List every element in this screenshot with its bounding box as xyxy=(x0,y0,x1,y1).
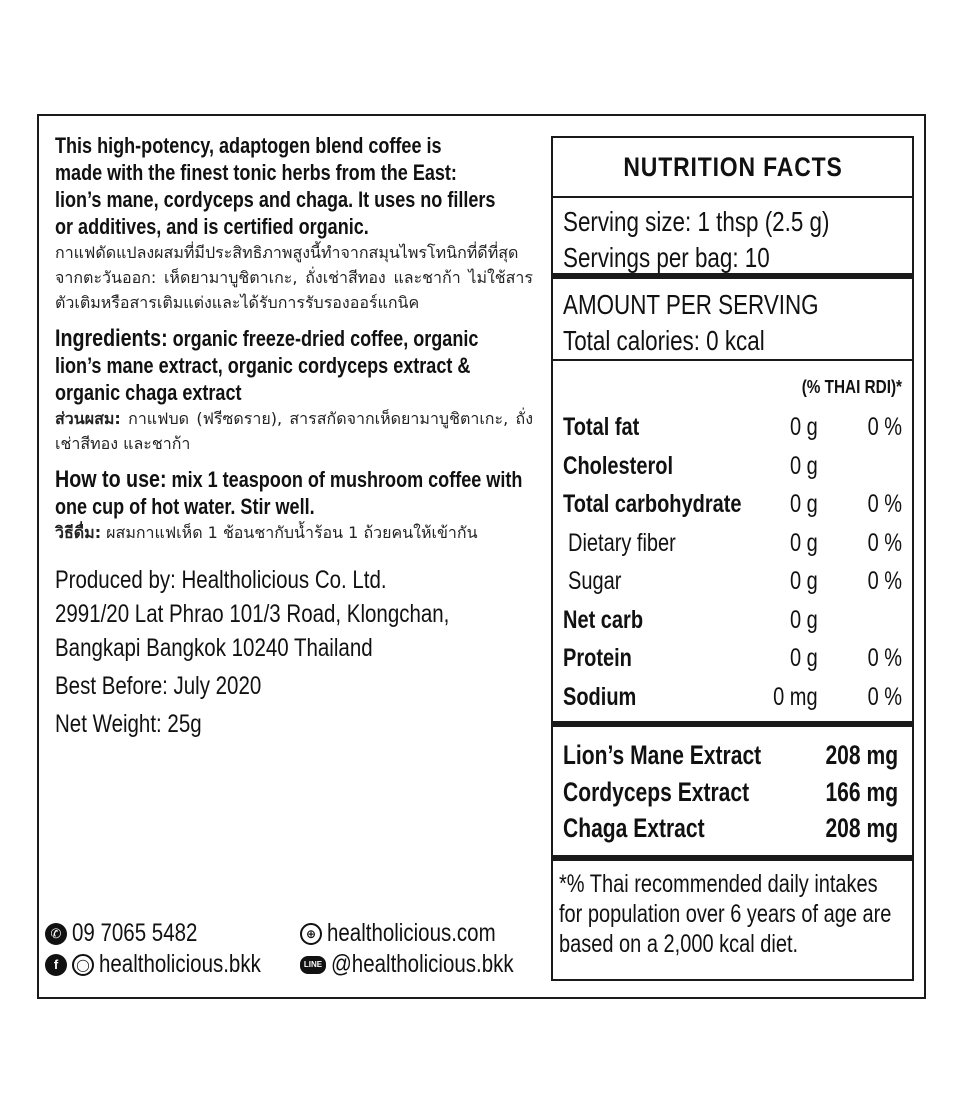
product-info-column xyxy=(55,132,533,741)
description-en xyxy=(55,132,533,240)
line-contact[interactable] xyxy=(300,949,554,980)
extract-name: Cordyceps Extract xyxy=(563,776,750,807)
best-before: Best Before: July 2020 xyxy=(55,672,262,700)
extract-name: Lion’s Mane Extract xyxy=(563,740,762,770)
description-line: This high-potency, adaptogen blend coffee is xyxy=(55,133,442,158)
nutrient-name: Dietary fiber xyxy=(568,528,676,557)
ingredients-line: organic chaga extract xyxy=(55,380,242,405)
nutrient-amount: 0 g xyxy=(790,567,818,595)
nutrient-amount: 0 g xyxy=(790,413,818,441)
ingredients-th xyxy=(55,406,533,456)
nutrient-name: Total carbohydrate xyxy=(563,490,742,518)
how-to-use-line: mix 1 teaspoon of mushroom coffee with xyxy=(166,467,523,492)
nutrient-name: Net carb xyxy=(563,605,644,634)
description-line: made with the finest tonic herbs from the East: xyxy=(55,160,457,185)
how-to-use-label: How to use: xyxy=(55,466,167,493)
nutrient-row xyxy=(553,600,912,639)
ingredients-line: organic freeze-dried coffee, organic xyxy=(167,326,479,351)
extract-row xyxy=(553,810,912,847)
producer-line: Produced by: Healtholicious Co. Ltd. xyxy=(55,566,387,594)
nutrient-name: Cholesterol xyxy=(563,451,674,480)
description-th: กาแฟดัดแปลงผสมที่มีประสิทธิภาพสูงนี้ทำจากสมุนไพรโทนิกที่ดีที่สุดจากตะวันออก: เห็ดยามาบูชิตาเกะ, ถั่งเช่าสีทอง และชาก้า ไม่ใช้สารตัวเติมหรือสารเติมแต่งและได้รับการรับรองออร์แกนิค xyxy=(55,243,533,312)
how-to-use-th xyxy=(55,520,533,545)
extract-name: Chaga Extract xyxy=(563,813,705,843)
website-contact[interactable] xyxy=(300,918,533,949)
social-handle[interactable]: healtholicious.bkk xyxy=(99,950,261,978)
line-icon: LINE xyxy=(300,956,326,974)
nutrient-amount: 0 mg xyxy=(773,682,818,711)
producer-info xyxy=(55,563,533,741)
social-contact[interactable] xyxy=(45,949,296,980)
nutrient-amount: 0 g xyxy=(790,490,818,518)
total-calories: Total calories: 0 kcal xyxy=(563,325,765,356)
nutrient-pct: 0 % xyxy=(867,644,902,672)
facebook-icon: f xyxy=(45,954,67,976)
ingredients-line: lion’s mane extract, organic cordyceps extract & xyxy=(55,353,471,378)
footnote-line: *% Thai recommended daily intakes xyxy=(559,869,878,898)
extract-amount: 166 mg xyxy=(825,776,898,807)
rdi-header: (% THAI RDI)* xyxy=(801,377,902,397)
nutrient-row xyxy=(553,484,912,523)
ingredients-th-label: ส่วนผสม: xyxy=(55,409,121,428)
nutrient-amount: 0 g xyxy=(790,451,818,480)
extract-amount: 208 mg xyxy=(825,740,898,770)
nutrient-row xyxy=(553,561,912,600)
nutrient-pct: 0 % xyxy=(867,490,902,518)
nutrient-pct: 0 % xyxy=(867,682,902,711)
amount-per-serving: AMOUNT PER SERVING xyxy=(563,289,819,320)
nutrient-row xyxy=(553,523,912,562)
ingredients-th-text: กาแฟบด (ฟรีซดราย), สารสกัดจากเห็ดยามาบูชิตาเกะ, ถั่งเช่าสีทอง และชาก้า xyxy=(55,409,533,453)
phone-contact xyxy=(45,918,225,949)
how-to-use-th-text: ผสมกาแฟเห็ด 1 ช้อนชากับน้ำร้อน 1 ถ้วยคนให้เข้ากัน xyxy=(101,523,478,542)
footnote-line: for population over 6 years of age are xyxy=(559,899,892,928)
producer-line: Bangkapi Bangkok 10240 Thailand xyxy=(55,634,373,662)
nutrient-amount: 0 g xyxy=(790,528,818,557)
nutrient-name: Total fat xyxy=(563,413,640,441)
producer-line: 2991/20 Lat Phrao 101/3 Road, Klongchan, xyxy=(55,600,450,628)
serving-size: Serving size: 1 thsp (2.5 g) xyxy=(563,206,830,237)
nutrient-name: Sugar xyxy=(568,567,622,595)
nutrient-row xyxy=(553,638,912,677)
nutrient-name: Protein xyxy=(563,644,632,672)
instagram-icon: ◯ xyxy=(72,954,94,976)
extract-row xyxy=(553,774,912,811)
serving-info xyxy=(553,198,912,273)
description-line: or additives, and is certified organic. xyxy=(55,214,369,239)
nutrient-pct: 0 % xyxy=(867,413,902,441)
nutrient-amount: 0 g xyxy=(790,605,818,634)
nutrition-title: NUTRITION FACTS xyxy=(553,138,912,198)
net-weight: Net Weight: 25g xyxy=(55,710,202,738)
line-handle[interactable]: @healtholicious.bkk xyxy=(331,950,514,978)
how-to-use-en xyxy=(55,466,533,520)
extract-row xyxy=(553,737,912,774)
description-line: lion’s mane, cordyceps and chaga. It uses no fillers xyxy=(55,187,496,212)
ingredients-en xyxy=(55,325,533,406)
nutrition-facts-panel xyxy=(551,136,914,981)
extract-amount: 208 mg xyxy=(825,813,898,843)
ingredients-label: Ingredients: xyxy=(55,325,168,352)
phone-icon: ✆ xyxy=(45,923,67,945)
footnote-line: based on a 2,000 kcal diet. xyxy=(559,929,799,958)
servings-per-bag: Servings per bag: 10 xyxy=(563,242,770,273)
nutrient-row xyxy=(553,446,912,485)
nutrient-name: Sodium xyxy=(563,682,637,711)
globe-icon: ⊕ xyxy=(300,923,322,945)
nutrient-amount: 0 g xyxy=(790,644,818,672)
footnote xyxy=(553,861,912,959)
nutrient-row xyxy=(553,407,912,446)
nutrient-pct: 0 % xyxy=(867,528,902,557)
how-to-use-line: one cup of hot water. Stir well. xyxy=(55,494,315,519)
nutrient-pct: 0 % xyxy=(867,567,902,595)
calories-info xyxy=(553,279,912,359)
website-link[interactable]: healtholicious.com xyxy=(327,919,496,947)
contacts xyxy=(45,918,535,980)
how-to-use-th-label: วิธีดื่ม: xyxy=(55,523,102,542)
nutrient-row xyxy=(553,677,912,716)
phone-number: 09 7065 5482 xyxy=(72,919,198,947)
